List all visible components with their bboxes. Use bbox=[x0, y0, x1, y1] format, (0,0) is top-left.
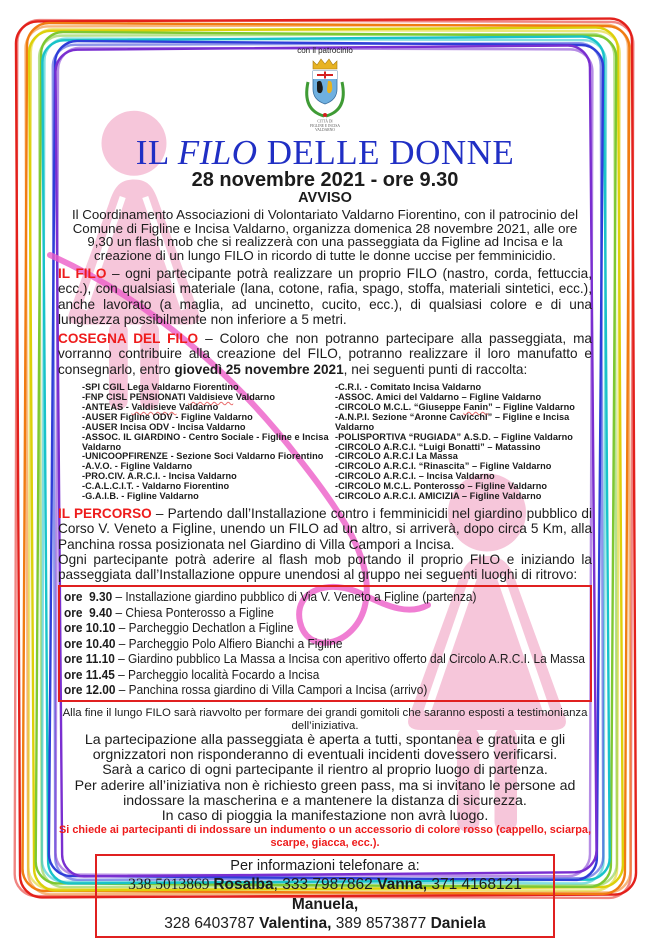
list-item bbox=[82, 492, 335, 502]
text-segment: -CIRCOLO A.R.C.I. AMICIZIA – Figline Valdarno bbox=[335, 491, 542, 502]
schedule-time: ore 12.00 bbox=[64, 682, 116, 698]
percorso-text: – Partendo dall’Installazione contro i femminicidi nel giardino pubblico di Corso V. Veneto a Figline, unendo un FILO ad un altro, si arriverà, dopo circa 5 Km, alla Panchina rossa posizionata nel Giardino di Villa Campori a Incisa. bbox=[58, 505, 592, 552]
text-segment: -ANTEAS - bbox=[82, 401, 132, 412]
text-segment: -POLISPORTIVA “RUGIADA” A.S.D. – Figline Valdarno bbox=[335, 431, 573, 442]
schedule-desc: – Panchina rossa giardino di Villa Campori a Incisa (arrivo) bbox=[115, 682, 428, 698]
text-segment: -CIRCOLO A.R.C.I La Massa bbox=[335, 451, 458, 462]
text-segment: -A.V.O. - Figline Valdarno bbox=[82, 461, 193, 472]
il-filo-text: – ogni partecipante potrà realizzare un proprio FILO (nastro, corda, fettuccia, ecc.), con qualsiasi materiale (lana, cotone, rafia, spago, stoffa, materiali sintetici, ecc.), anche lavorato (a maglia, ad uncinetto, cucito, ecc.), di qualsiasi colore e di una lunghezza possibilmente non inferiore a 5 metri. bbox=[58, 266, 592, 327]
text-segment: -A.N.P.I. Sezione “Aronne Cavicchi” – Figline e Incisa Valdarno bbox=[335, 411, 570, 432]
text-segment: -G.A.I.B. - Figline Valdarno bbox=[82, 491, 199, 502]
schedule-time: ore 9.30 bbox=[64, 589, 113, 605]
schedule-desc: – Chiesa Ponterosso a Figline bbox=[112, 604, 274, 620]
text-segment: Valdisieve bbox=[188, 391, 234, 402]
schedule-time: ore 10.10 bbox=[64, 620, 116, 636]
schedule-time: ore 11.10 bbox=[64, 651, 115, 667]
flyer-page bbox=[58, 46, 592, 938]
text-segment: -CIRCOLO A.R.C.I. – Incisa Valdarno bbox=[335, 471, 495, 482]
text-segment: -CIRCOLO A.R.C.I. “Rinascita” – Figline Valdarno bbox=[335, 461, 552, 472]
crown-icon bbox=[313, 59, 337, 69]
text-segment: Valdarno bbox=[176, 401, 219, 412]
consegna-deadline: giovedì 25 novembre 2021 bbox=[174, 361, 344, 377]
schedule-desc: – Parcheggio Polo Alfiero Bianchi a Figline bbox=[115, 635, 343, 651]
city-crest-icon bbox=[284, 56, 366, 132]
avviso-heading: AVVISO bbox=[298, 190, 352, 206]
text-segment: 338 5013869 bbox=[128, 876, 214, 894]
event-date: 28 novembre 2021 - ore 9.30 bbox=[191, 169, 459, 191]
list-item bbox=[335, 413, 592, 433]
percorso-part1 bbox=[58, 506, 592, 552]
text-segment: Valentina, bbox=[259, 915, 332, 933]
notes-section bbox=[58, 707, 592, 850]
text-segment: -ASSOC. Amici del Valdarno – Figline Valdarno bbox=[335, 391, 542, 402]
avviso-body: Il Coordinamento Associazioni di Volontariato Valdarno Fiorentino, con il patrocinio del Comune di Figline e Incisa Valdarno, organizza domenica 28 novembre 2021, alle ore 9,30 un flash mob che si realizzerà con una passeggiata da Figline ad Incisa e la creazione di un lungo FILO in ricordo di tutte le donne uccise per femminicidio. bbox=[71, 207, 579, 263]
schedule-row bbox=[64, 682, 585, 698]
text-segment: -CIRCOLO M.C.L. “Giuseppe bbox=[335, 401, 464, 412]
text-segment: Valdisieve bbox=[131, 401, 177, 412]
text-segment: Rosalba bbox=[213, 876, 274, 894]
percorso-paragraph bbox=[58, 506, 592, 582]
text-segment: ” – Figline Valdarno bbox=[488, 401, 575, 412]
schedule-row bbox=[64, 651, 585, 667]
collection-points-left-column bbox=[82, 383, 335, 502]
text-segment: -AUSER Incisa ODV - Incisa Valdarno bbox=[82, 421, 246, 432]
schedule-row bbox=[64, 636, 585, 652]
note-line: In caso di pioggia la manifestazione non avrà luogo. bbox=[161, 807, 489, 824]
schedule-desc: – Giardino pubblico La Massa a Incisa con aperitivo offerto dal Circolo A.R.C.I. La Massa bbox=[114, 651, 585, 667]
schedule-time: ore 10.40 bbox=[64, 635, 116, 651]
contact-line bbox=[97, 875, 553, 914]
text-segment: Valdarno bbox=[233, 391, 275, 402]
schedule-time: ore 11.45 bbox=[64, 666, 115, 682]
patronage-label: con il patrocinio bbox=[297, 46, 353, 55]
page-title bbox=[58, 135, 592, 171]
schedule-box bbox=[58, 585, 592, 702]
note-line: La partecipazione alla passeggiata è aperta a tutti, spontanea e gratuita e gli orgnizzatori non risponderanno di eventuali incidenti dovessero verificarsi. bbox=[84, 731, 566, 764]
text-segment: -C.R.I. - Comitato Incisa Valdarno bbox=[335, 382, 482, 393]
note-line: Per aderire all’iniziativa non è richiesto green pass, ma si invitano le persone ad indossare la mascherina e a mantenere la distanza di sicurezza. bbox=[74, 777, 576, 809]
text-segment: Manuela, bbox=[291, 895, 359, 913]
text-segment: , 333 7987862 bbox=[273, 876, 378, 894]
contact-lines bbox=[97, 875, 553, 934]
text-segment: -CIRCOLO M.C.L. Ponterosso – Figline Valdarno bbox=[335, 481, 548, 492]
title-part: IL bbox=[135, 133, 178, 172]
note-line: Sarà a carico di ogni partecipante il rientro al proprio luogo di partenza. bbox=[102, 762, 548, 779]
il-filo-heading: IL FILO bbox=[58, 266, 107, 281]
text-segment: -FNP CISL PENSIONATI bbox=[82, 391, 189, 402]
consegna-heading: COSEGNA DEL FILO bbox=[58, 331, 199, 347]
title-part: DELLE DONNE bbox=[257, 133, 515, 172]
crest-city-line: CITTÀ DI bbox=[317, 119, 333, 124]
list-item bbox=[335, 492, 592, 502]
text-segment: -SPI CGIL Lega Valdarno Fiorentino bbox=[82, 382, 239, 393]
schedule-row bbox=[64, 620, 585, 636]
percorso-heading: IL PERCORSO bbox=[58, 505, 152, 521]
consegna-text: , nei seguenti punti di raccolta: bbox=[343, 361, 528, 377]
schedule-row bbox=[64, 589, 585, 605]
crest-city-line: FIGLINE E INCISA bbox=[310, 123, 340, 128]
contact-box bbox=[95, 854, 555, 938]
text-segment: -PRO.CIV. A.R.C.I. - Incisa Valdarno bbox=[82, 471, 237, 482]
schedule-desc: – Parcheggio località Focardo a Incisa bbox=[114, 666, 320, 682]
schedule-desc: – Installazione giardino pubblico di Via V. Veneto a Figline (partenza) bbox=[112, 589, 477, 605]
text-segment: -CIRCOLO A.R.C.I. “Luigi Bonatti” – Matassino bbox=[335, 441, 541, 452]
text-segment: -AUSER Figline ODV - Figline Valdarno bbox=[82, 411, 253, 422]
text-segment: Daniela bbox=[430, 915, 486, 933]
collection-points bbox=[58, 383, 592, 502]
text-segment: Fanin bbox=[463, 401, 489, 412]
list-item bbox=[82, 433, 335, 453]
contact-heading: Per informazioni telefonare a: bbox=[230, 858, 420, 875]
text-segment: 328 6403787 bbox=[164, 915, 260, 933]
schedule-time: ore 9.40 bbox=[64, 604, 113, 620]
text-segment: 389 8573877 bbox=[331, 915, 431, 933]
schedule-row bbox=[64, 667, 585, 683]
title-italic-part: FILO bbox=[177, 133, 258, 172]
crest-city-line: VALDARNO bbox=[315, 128, 335, 132]
text-segment: -ASSOC. IL GIARDINO - Centro Sociale - Figline e Incisa Valdarno bbox=[82, 431, 329, 452]
note-line: Si chiede ai partecipanti di indossare un indumento o un accessorio di colore rosso (cappello, sciarpa, scarpe, giacca, ecc.). bbox=[59, 824, 591, 850]
text-segment: -C.A.L.C.I.T. - Valdarno Fiorentino bbox=[82, 481, 230, 492]
text-segment: Vanna, bbox=[377, 876, 428, 894]
schedule-row bbox=[64, 605, 585, 621]
text-segment: -UNICOOPFIRENZE - Sezione Soci Valdarno Fiorentino bbox=[82, 451, 324, 462]
percorso-part2: Ogni partecipante potrà aderire al flash mob portando il proprio FILO e iniziando la passeggiata dall’Installazione oppure unendosi al gruppo nei seguenti luoghi di ritrovo: bbox=[58, 551, 592, 583]
collection-points-right-column bbox=[335, 383, 592, 502]
text-segment: 371 4168121 bbox=[427, 876, 522, 894]
schedule-desc: – Parcheggio Dechatlon a Figline bbox=[115, 620, 294, 636]
contact-line bbox=[97, 914, 553, 934]
il-filo-paragraph bbox=[58, 266, 592, 327]
note-line: Alla fine il lungo FILO sarà riavvolto per formare dei grandi gomitoli che saranno esposti a testimonianza dell’iniziativa. bbox=[62, 706, 588, 732]
consegna-text: – Coloro che non potranno partecipare alla passeggiata, ma vorranno contribuire alla creazione del FILO, potranno realizzare il loro manufatto e consegnarlo, entro bbox=[58, 331, 592, 377]
consegna-paragraph bbox=[58, 331, 592, 377]
